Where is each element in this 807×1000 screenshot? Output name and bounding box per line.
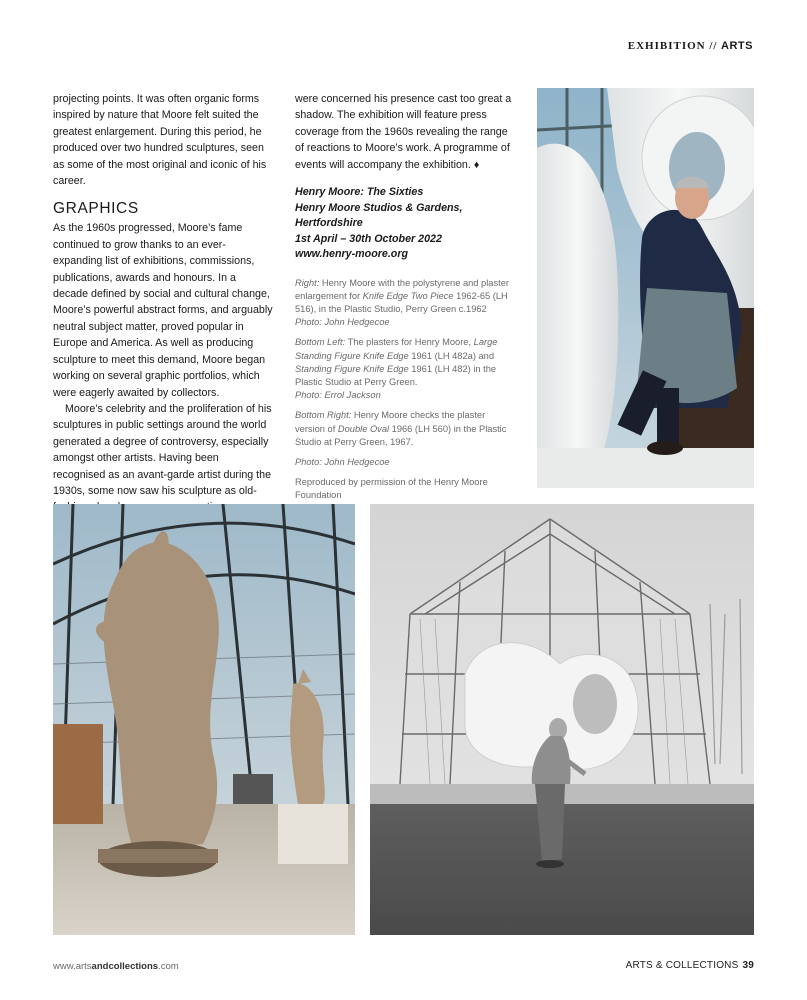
caption-label: Bottom Left: [295, 337, 346, 348]
site-text-bold: and [91, 961, 109, 972]
site-text-bold: collections [108, 961, 159, 972]
caption-text: The plasters for Henry Moore, [347, 337, 472, 348]
caption-text: 1962-65 (LH 516), in the Plastic Studio, Perry Green c.1962 [295, 290, 508, 314]
event-url[interactable]: www.henry-moore.org [295, 248, 409, 261]
caption-text: Henry Moore with the polystyrene and plaster enlargement for [295, 277, 509, 301]
caption-text: Henry Moore checks the plaster version of [295, 410, 486, 434]
reproduction-note: Reproduced by permission of the Henry Moore Foundation [295, 477, 488, 501]
body-paragraph: Moore’s celebrity and the proliferation of his sculptures in public settings around the world generated a degree of controversy, especially amongst other artists. Having been recognised as an avant-garde artist during the 1930s, some now saw his sculpture as old- [53, 402, 272, 497]
article-column-2 [295, 91, 517, 510]
photo-credit: Photo: Errol Jackson [295, 390, 381, 401]
event-details [295, 185, 517, 263]
body-paragraph: As the 1960s progressed, Moore’s fame continued to grow thanks to an ever-expanding list of exhibitions, commissions, publications, awards and honours. In a decade defined by social and cultural change, Moore’s powerful abstract forms, and arguably neutral subject matter, proved popular in Europe and America. As well as producing sculpture to meet this demand, Moore began working on several graphic portfolios, which were eagerly awaited by collectors. [53, 222, 273, 399]
photo-double-oval [370, 504, 754, 935]
caption-bottom-right [295, 409, 517, 449]
section-label: EXHIBITION // [627, 40, 718, 52]
event-location: Hertfordshire [295, 217, 363, 230]
event-venue: Henry Moore Studios & Gardens, [295, 201, 463, 214]
section-heading: GRAPHICS [53, 200, 139, 218]
event-dates: 1st April – 30th October 2022 [295, 232, 442, 245]
site-text: .com [158, 961, 179, 972]
body-paragraph [295, 91, 517, 173]
page-number: 39 [742, 960, 754, 971]
section-header [628, 40, 753, 52]
photo-plasters-studio [53, 504, 355, 935]
photo-moore-studio [537, 88, 754, 488]
caption-bottom-left [295, 336, 517, 402]
caption-text: 1966 (LH 560) in the Plastic Studio at Perry Green, 1967. [295, 423, 507, 447]
caption-label: Bottom Right: [295, 410, 352, 421]
caption-right [295, 277, 517, 330]
magazine-name: ARTS & COLLECTIONS [625, 960, 739, 971]
photo-credit: Photo: John Hedgecoe [295, 456, 390, 467]
caption-text: 1961 (LH 482a) and [411, 350, 495, 361]
caption-work-title: Large Standing Figure Knife Edge [295, 337, 498, 361]
photo-captions [295, 277, 517, 503]
end-mark: ♦ [473, 158, 480, 171]
caption-work-title: Standing Figure Knife Edge [295, 363, 409, 374]
body-text: were concerned his presence cast too great a shadow. The exhibition will feature press coverage from the 1960s revealing the range of reactions to Moore’s work. A programme of events will accompany the exhibition. [295, 93, 512, 171]
caption-work-title: Double Oval [337, 423, 390, 434]
article-column-1 [53, 91, 273, 516]
event-title: Henry Moore: The Sixties [295, 186, 424, 199]
magazine-footer [626, 960, 754, 971]
caption-label: Right: [295, 277, 320, 288]
body-paragraph: projecting points. It was often organic forms inspired by nature that Moore felt suited the greatest enlargement. During this period, he produced over two hundred sculptures, seen as some of the most original and iconic of his career. [53, 93, 267, 188]
category-label: ARTS [721, 40, 753, 52]
website-footer[interactable] [53, 961, 179, 972]
caption-text: 1961 (LH 482) in the Plastic Studio at Perry Green. [295, 363, 497, 387]
photo-credit: Photo: John Hedgecoe [295, 317, 390, 328]
caption-work-title: Knife Edge Two Piece [362, 290, 454, 301]
site-text: www.arts [53, 961, 92, 972]
